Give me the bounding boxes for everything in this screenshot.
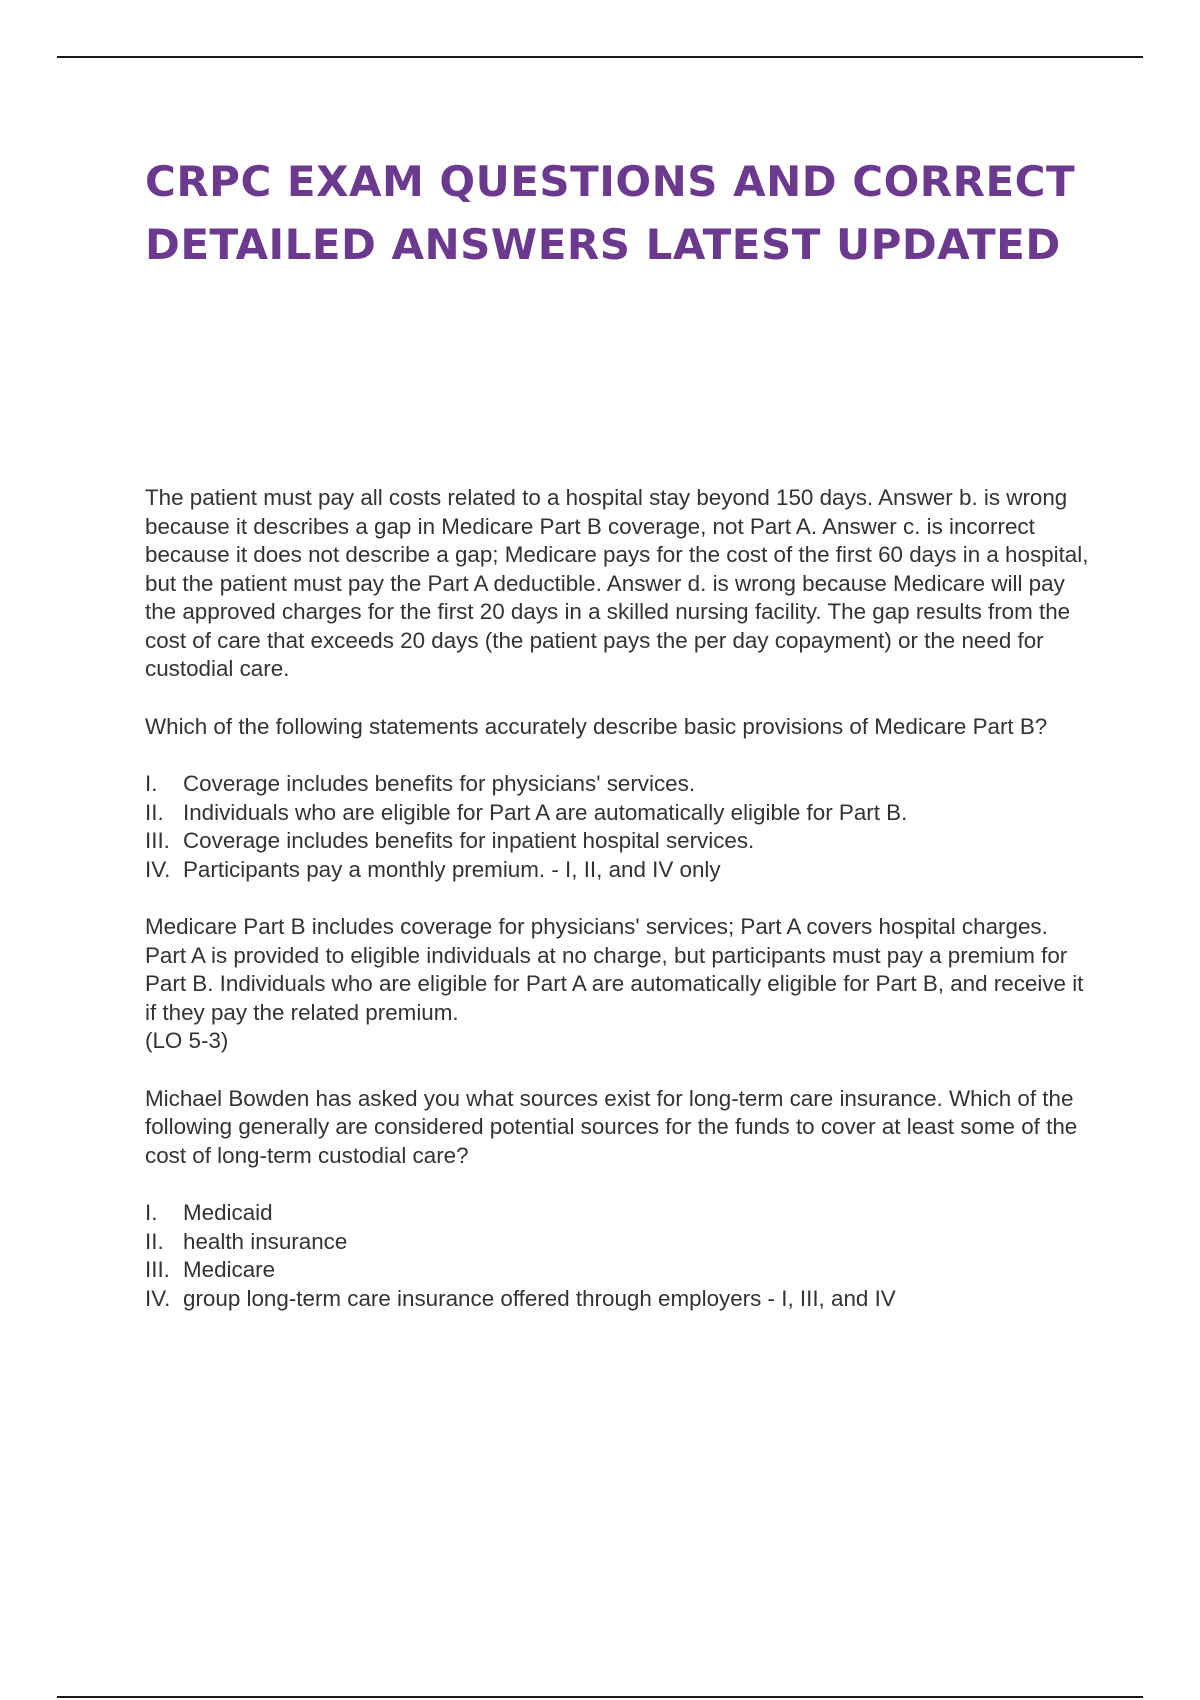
list-item — [145, 1228, 1095, 1257]
learning-objective-ref: (LO 5-3) — [145, 1028, 229, 1053]
list-item-text: Coverage includes benefits for inpatient hospital services. — [183, 828, 755, 853]
list-item — [145, 827, 1095, 856]
question-2-options — [145, 1199, 1095, 1313]
list-item — [145, 770, 1095, 799]
document-title — [145, 150, 1105, 276]
list-item-text: Individuals who are eligible for Part A are automatically eligible for Part B. — [183, 799, 908, 825]
list-item-text: Participants pay a monthly premium. - I, II, and IV only — [183, 856, 721, 882]
title-line-2: DETAILED ANSWERS LATEST UPDATED — [145, 220, 1061, 269]
list-item-number: I. — [145, 771, 158, 796]
list-item-number: III. — [145, 1257, 170, 1282]
top-rule — [57, 56, 1143, 58]
list-item — [145, 799, 1095, 828]
bottom-rule — [57, 1696, 1143, 1698]
answer-explanation-2-text: Medicare Part B includes coverage for physicians' services; Part A covers hospital charges. Part A is provided to eligible individuals at no charge, but participants must pay a premium for Part B. Individuals who are eligible for Part A are automatically eligible for Part B, and receive it if they pay the related premium. — [145, 914, 1084, 1025]
answer-explanation-1: The patient must pay all costs related to a hospital stay beyond 150 days. Answer b. is wrong because it describes a gap in Medicare Part B coverage, not Part A. Answer c. is incorrect because it does not describe a gap; Medicare pays for the cost of the first 60 days in a hospital, but the patient must pay the Part A deductible. Answer d. is wrong because Medicare will pay the approved charges for the first 20 days in a skilled nursing facility. The gap results from the cost of care that exceeds 20 days (the patient pays the per day copayment) or the need for custodial care. — [145, 485, 1089, 681]
question-2: Michael Bowden has asked you what sources exist for long-term care insurance. Which of the following generally are considered potential sources for the funds to cover at least some of the cost of long-term custodial care? — [145, 1085, 1078, 1168]
list-item — [145, 1256, 1095, 1285]
title-line-1: CRPC EXAM QUESTIONS AND CORRECT — [145, 157, 1076, 206]
list-item-text: Coverage includes benefits for physicians' services. — [183, 771, 696, 796]
list-item-number: IV. — [145, 856, 171, 882]
list-item-number: III. — [145, 828, 170, 853]
list-item-text: Medicare — [183, 1257, 276, 1282]
list-item — [145, 856, 1095, 885]
list-item — [145, 1199, 1095, 1228]
list-item-number: II. — [145, 1228, 164, 1254]
list-item-text: health insurance — [183, 1228, 348, 1254]
document-body — [145, 484, 1095, 1342]
answer-explanation-2 — [145, 913, 1095, 1056]
question-1: Which of the following statements accurately describe basic provisions of Medicare Part B? — [145, 713, 1048, 739]
question-1-options — [145, 770, 1095, 884]
list-item-text: group long-term care insurance offered through employers - I, III, and IV — [183, 1285, 896, 1311]
list-item-number: IV. — [145, 1285, 171, 1311]
list-item-text: Medicaid — [183, 1200, 273, 1225]
list-item-number: I. — [145, 1200, 158, 1225]
list-item-number: II. — [145, 799, 164, 825]
list-item — [145, 1285, 1095, 1314]
